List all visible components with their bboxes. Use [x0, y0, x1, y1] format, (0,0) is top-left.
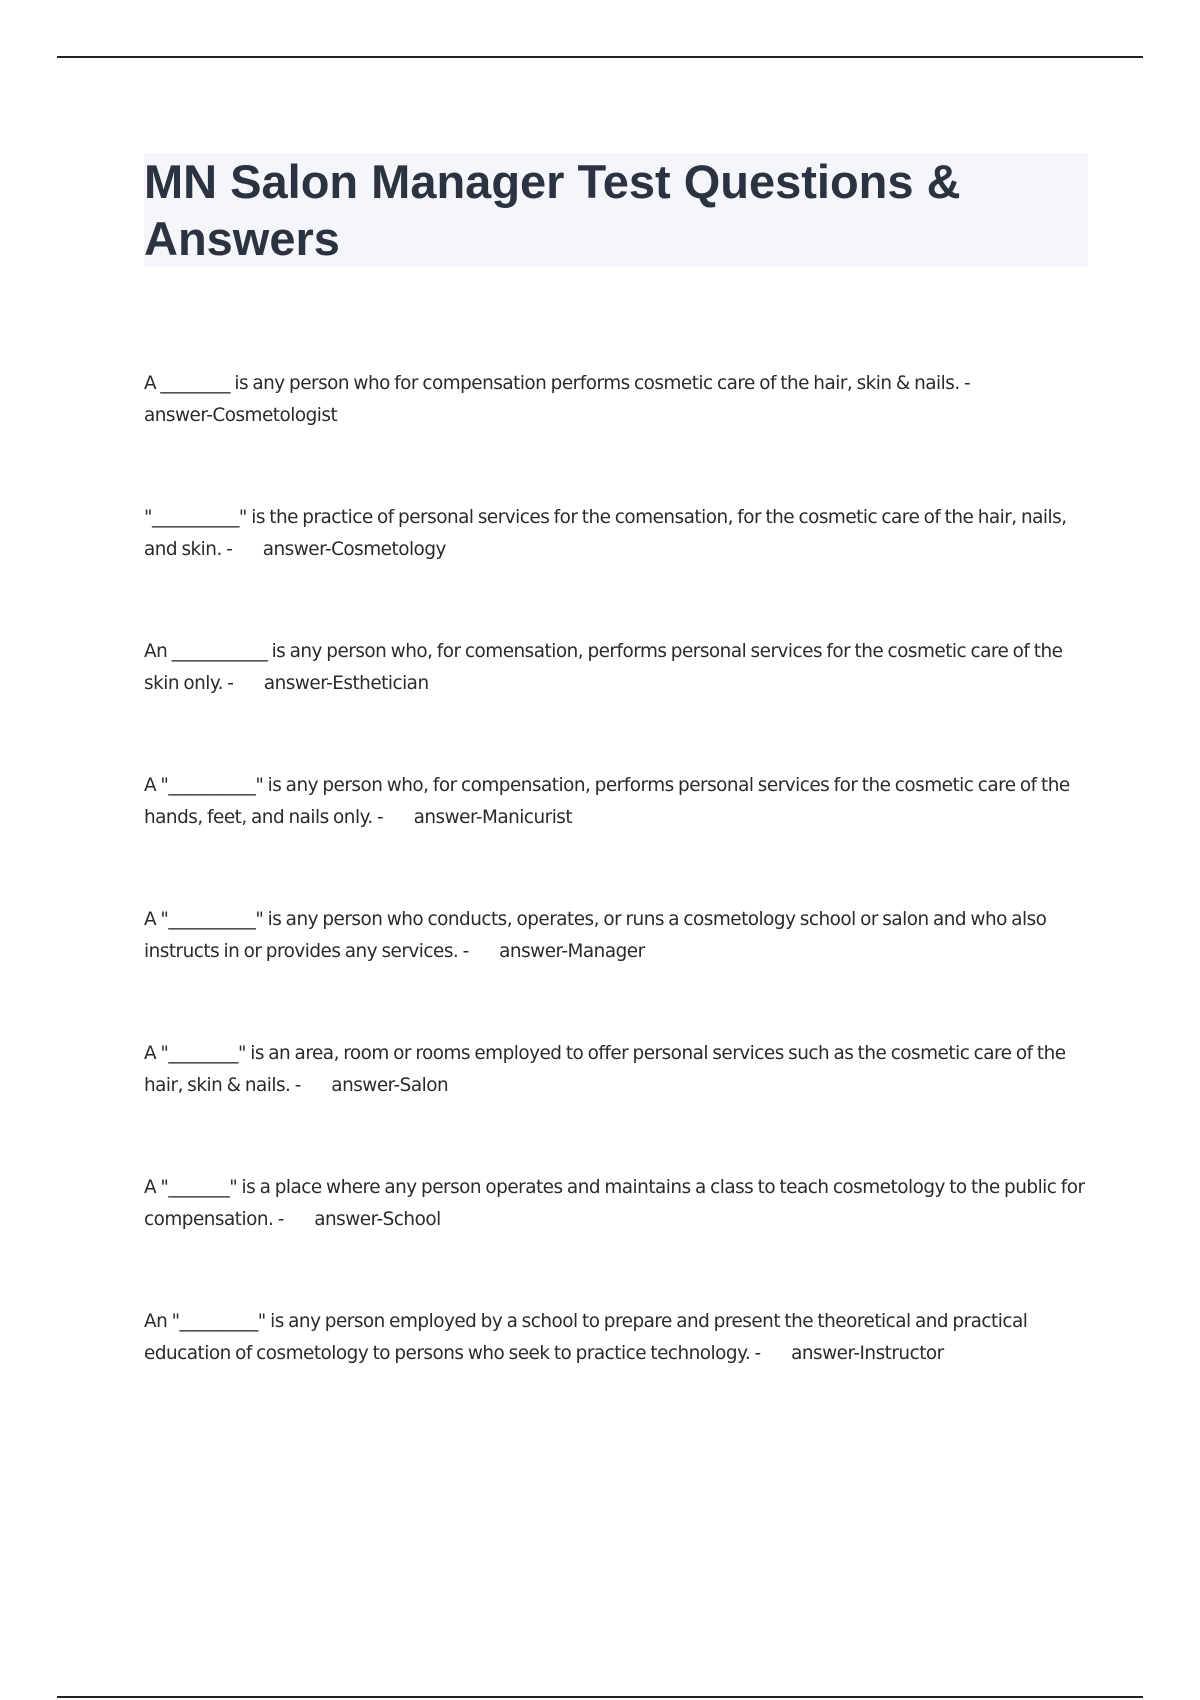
- question-text: An "_________" is any person employed by a school to prepare and present the theoretical and practical education of cosmetology to persons who seek to practice technology. -: [144, 1311, 1032, 1364]
- answer-text: answer-Cosmetologist: [144, 404, 338, 426]
- qa-item: [144, 368, 1089, 502]
- question-text: A ________ is any person who for compensation performs cosmetic care of the hair, skin & nails. -: [144, 373, 971, 394]
- question-text: A "_______" is a place where any person operates and maintains a class to teach cosmetology to the public for compensation. -: [144, 1177, 1089, 1230]
- qa-item: [144, 904, 1089, 1038]
- answer-text: answer-School: [314, 1208, 441, 1230]
- qa-item: [144, 636, 1089, 770]
- page-title: MN Salon Manager Test Questions & Answers: [144, 155, 961, 265]
- bottom-rule: [57, 1696, 1143, 1698]
- answer-text: answer-Instructor: [791, 1342, 944, 1364]
- top-rule: [57, 56, 1143, 58]
- question-text: An ___________ is any person who, for comensation, performs personal services for the cosmetic care of the skin only. -: [144, 641, 1067, 694]
- answer-text: answer-Esthetician: [263, 672, 429, 694]
- question-text: A "__________" is any person who conducts, operates, or runs a cosmetology school or salon and who also instructs in or provides any services. -: [144, 909, 1051, 962]
- qa-item: [144, 1306, 1089, 1440]
- qa-list: [144, 368, 1089, 1440]
- question-text: A "__________" is any person who, for compensation, performs personal services for the cosmetic care of the hands, feet, and nails only. -: [144, 775, 1075, 828]
- qa-item: [144, 1038, 1089, 1172]
- answer-text: answer-Salon: [331, 1074, 449, 1096]
- qa-item: [144, 770, 1089, 904]
- answer-text: answer-Manicurist: [413, 806, 573, 828]
- question-text: "__________" is the practice of personal services for the comensation, for the cosmetic care of the hair, nails, and skin. -: [144, 507, 1071, 560]
- answer-text: answer-Manager: [499, 940, 645, 962]
- question-text: A "________" is an area, room or rooms employed to offer personal services such as the cosmetic care of the hair, skin & nails. -: [144, 1043, 1070, 1096]
- answer-text: answer-Cosmetology: [262, 538, 446, 560]
- qa-item: [144, 502, 1089, 636]
- title-block: [144, 153, 1088, 267]
- qa-item: [144, 1172, 1089, 1306]
